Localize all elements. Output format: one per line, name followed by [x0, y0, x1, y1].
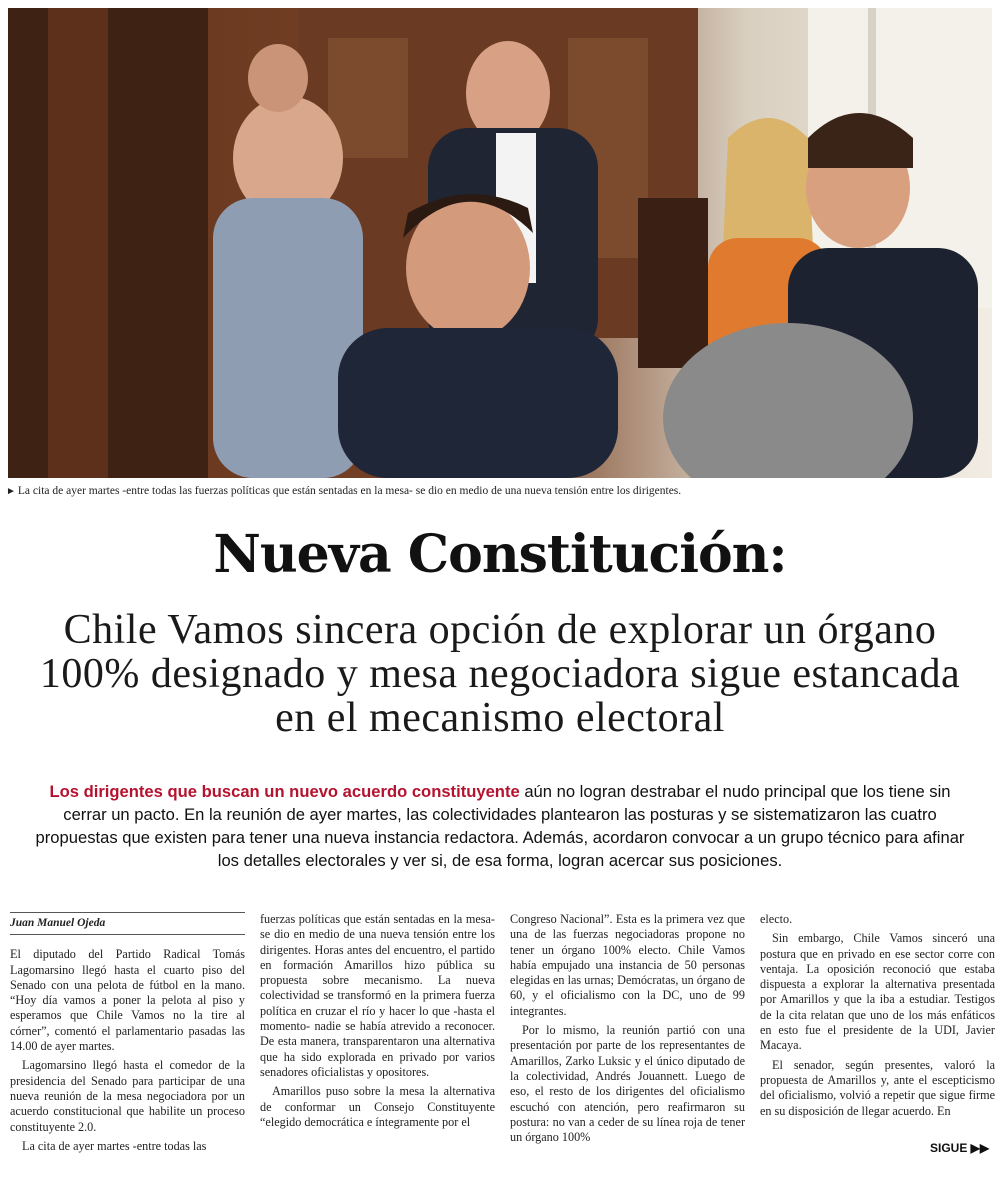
kicker-title: Nueva Constitución:: [213, 524, 787, 585]
column-4: [760, 912, 995, 1119]
paragraph: El diputado del Partido Radical Tomás Lagomarsino llegó hasta el cuarto piso del Senado con una pelota de fútbol en la mano. “Hoy día vamos a poner la pelota al piso y esperamos que Chile Vamos no la tire al córner”, comentó el parlamentario pasadas las 14.00 de ayer martes.: [10, 947, 245, 1054]
byline: Juan Manuel Ojeda: [10, 912, 245, 935]
paragraph: Amarillos puso sobre la mesa la alternativa de conformar un Consejo Constituyente “elegido democrática e íntegramente por el: [260, 1084, 495, 1129]
photo-illustration: [8, 8, 992, 478]
paragraph: fuerzas políticas que están sentadas en la mesa- se dio en medio de una nueva tensión entre los dirigentes. Horas antes del encuentro, el partido en formación Amarillos hizo pública su propuesta sobre mecanismo. La nueva colectividad se transformó en la primera fuerza política en cruzar el río y hacer lo que -hasta el momento- nadie se había atrevido a reconocer. De esta manera, transparentaron una alternativa que ha sido explorada en privado por varios senadores oficialistas y opositores.: [260, 912, 495, 1079]
news-photo: [8, 8, 992, 478]
column-3: [510, 912, 745, 1145]
lead-paragraph: [30, 780, 970, 872]
lead-highlight: Los dirigentes que buscan un nuevo acuerdo constituyente: [49, 782, 520, 801]
caption-text: La cita de ayer martes -entre todas las fuerzas políticas que están sentadas en la mesa- se dio en medio de una nueva tensión entre los dirigentes.: [17, 485, 682, 497]
paragraph: Lagomarsino llegó hasta el comedor de la presidencia del Senado para participar de una nueva reunión de la mesa negociadora por un acuerdo constitucional que habilite un proceso constituyente 2.0.: [10, 1058, 245, 1134]
article-body: [10, 912, 995, 1157]
photo-caption: [6, 485, 996, 497]
caption-marker-icon: ►: [6, 486, 16, 497]
paragraph: La cita de ayer martes -entre todas las: [22, 1138, 207, 1153]
paragraph: electo.: [760, 912, 793, 926]
paragraph: El senador, según presentes, valoró la propuesta de Amarillos y, ante el escepticismo del oficialismo, volvió a repetir que sigue firme en su disposición de llegar acuerdo. En: [760, 1057, 995, 1118]
column-1: [10, 912, 245, 1154]
paragraph: Por lo mismo, la reunión partió con una presentación por parte de los representantes de Amarillos, Zarko Luksic y el único diputado de la colectividad, Andrés Jouannett. Luego de eso, el resto de los dirigentes del oficialismo escuchó con atención, pero reafirmaron su postura: no van a ceder de su línea roja de tener un órgano 100%: [510, 1023, 745, 1145]
paragraph: Sin embargo, Chile Vamos sinceró una postura que en privado en ese sector corre con ventaja. La oposición reconoció que estaba dispuesta a explorar la alternativa presentada por Amarillos y que la iba a estudiar. Testigos de la cita relatan que uno de los más enfáticos en esto fue el presidente de la UDI, Javier Macaya.: [760, 931, 995, 1053]
paragraph: Congreso Nacional”. Esta es la primera vez que una de las fuerzas negociadoras propone no tener un órgano 100% electo. Chile Vamos había empujado una instancia de 50 personas elegidas en las urnas; Demócratas, un órgano de 60, y el oficialismo con la DC, uno de 99 integrantes.: [510, 912, 745, 1018]
lead-text: aún no logran destrabar el nudo principal que los tiene sin cerrar un pacto. En la reunión de ayer martes, las colectividades plantearon las posturas y se sistematizaron las cuatro propuestas que existen para tener una nueva instancia redactora. Además, acordaron convocar a un grupo técnico para afinar los detalles electorales y ver si, de esa forma, logran acercar sus posiciones.: [35, 782, 965, 870]
column-2: [260, 912, 495, 1130]
continue-marker: SIGUE ▶▶: [930, 1141, 990, 1155]
headline: Chile Vamos sincera opción de explorar un órgano 100% designado y mesa negociadora sigue estancada en el mecanismo electoral: [39, 607, 961, 741]
